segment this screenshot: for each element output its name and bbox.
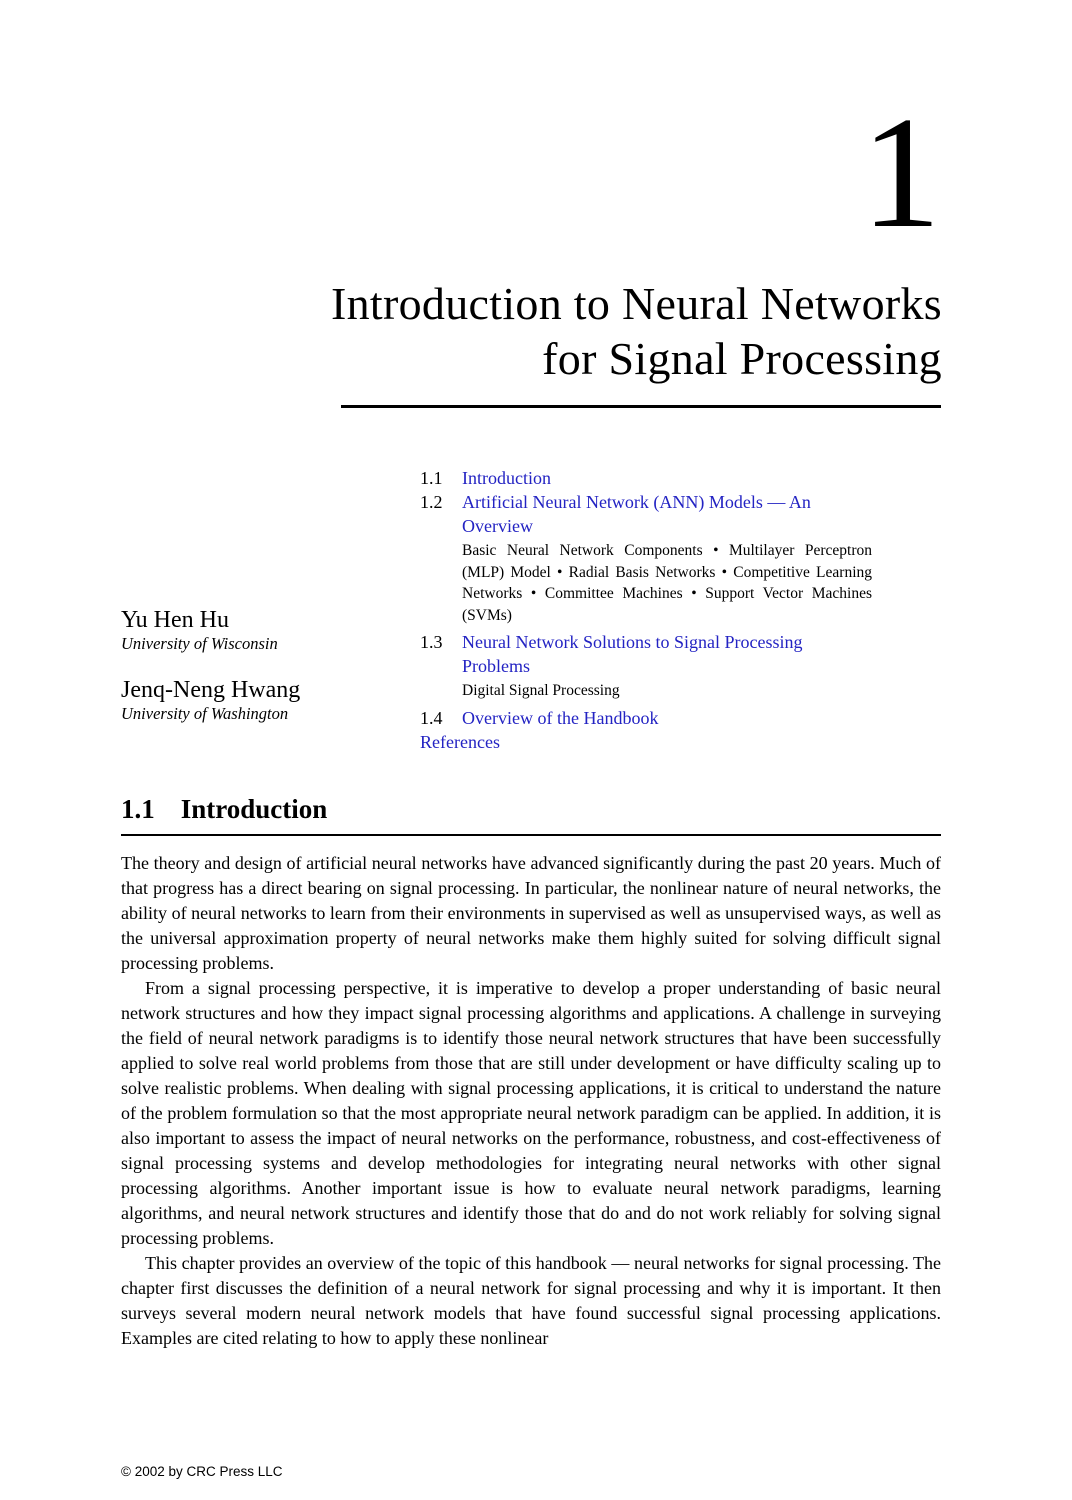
- toc-entry-1-4: [462, 706, 872, 730]
- toc-number-1-4: 1.4: [420, 707, 443, 728]
- copyright-notice: © 2002 by CRC Press LLC: [121, 1464, 283, 1479]
- toc-link-ann-models[interactable]: Artificial Neural Network (ANN) Models — An Overview: [462, 492, 811, 536]
- title-rule: [341, 405, 941, 408]
- section-number: 1.1: [121, 794, 155, 824]
- author-2: [121, 676, 300, 724]
- author-name-2: Jenq-Neng Hwang: [121, 677, 301, 703]
- toc-link-overview-handbook[interactable]: Overview of the Handbook: [462, 707, 659, 728]
- paragraph-1: The theory and design of artificial neural networks have advanced significantly during the past 20 years. Much of that progress has a direct bearing on signal processing. In particular, the nonlinear nature of neural networks, the ability of neural networks to learn from their environments in supervised as well as unsupervised ways, as well as the universal approximation property of neural networks make them highly suited for solving difficult signal processing problems.: [121, 853, 941, 973]
- chapter-title-line-1: Introduction to Neural Networks: [331, 278, 942, 329]
- chapter-number: 1: [861, 83, 941, 261]
- toc-row-1-4: [420, 706, 872, 730]
- toc-entry-1-2: [462, 490, 872, 630]
- toc-row-1-2: [420, 490, 872, 630]
- author-affiliation-2: University of Washington: [121, 704, 289, 723]
- toc-subtopics-1-3: Digital Signal Processing: [462, 682, 620, 699]
- table-of-contents: [420, 466, 872, 754]
- authors-block: [121, 606, 300, 746]
- chapter-title-line-2: for Signal Processing: [542, 333, 942, 384]
- toc-link-introduction[interactable]: Introduction: [462, 468, 551, 488]
- toc-row-1-1: [420, 466, 872, 490]
- toc-row-1-3: [420, 630, 872, 706]
- paragraph-3: This chapter provides an overview of the topic of this handbook — neural networks for signal processing. The chapter first discusses the definition of a neural network for signal processing and why it is important. It then surveys several modern neural network models that have found successful signal processing applications. Examples are cited relating to how to apply these nonlinear: [121, 1253, 941, 1348]
- toc-number-1-1: 1.1: [420, 468, 443, 488]
- section-heading-rule: [121, 834, 941, 836]
- author-name-1: Yu Hen Hu: [121, 607, 229, 633]
- author-affiliation-1: University of Wisconsin: [121, 634, 278, 653]
- toc-entry-1-1: [462, 466, 872, 490]
- author-1: [121, 606, 300, 654]
- body-text: [121, 851, 941, 1351]
- toc-link-nn-solutions[interactable]: Neural Network Solutions to Signal Processing Problems: [462, 632, 803, 676]
- toc-number-1-2: 1.2: [420, 492, 443, 512]
- toc-entry-1-3: [462, 630, 872, 706]
- toc-link-references[interactable]: References: [420, 731, 500, 752]
- toc-number-1-3: 1.3: [420, 632, 443, 652]
- section-heading-1-1: [121, 794, 941, 825]
- chapter-title: [331, 276, 942, 386]
- toc-row-references: [420, 730, 872, 754]
- section-title: Introduction: [180, 794, 328, 824]
- paragraph-2: From a signal processing perspective, it is imperative to develop a proper understanding of basic neural network structures and how they impact signal processing algorithms and applications. A challenge in surveying the field of neural network paradigms is to identify those neural network structures that have been successfully applied to solve real world problems from those that are still under development or have difficulty scaling up to solve realistic problems. When dealing with signal processing applications, it is critical to understand the nature of the problem formulation so that the most appropriate neural network paradigm can be applied. In addition, it is also important to assess the impact of neural networks on the performance, robustness, and cost-effectiveness of signal processing systems and develop methodologies for integrating neural networks with other signal processing algorithms. Another important issue is how to evaluate neural network paradigms, learning algorithms, and neural network structures and identify those that do and do not work reliably for solving signal processing problems.: [121, 978, 941, 1248]
- toc-subtopics-1-2: Basic Neural Network Components • Multilayer Perceptron (MLP) Model • Radial Basis Networks • Competitive Learning Networks • Committee Machines • Support Vector Machines (SVMs): [462, 542, 872, 624]
